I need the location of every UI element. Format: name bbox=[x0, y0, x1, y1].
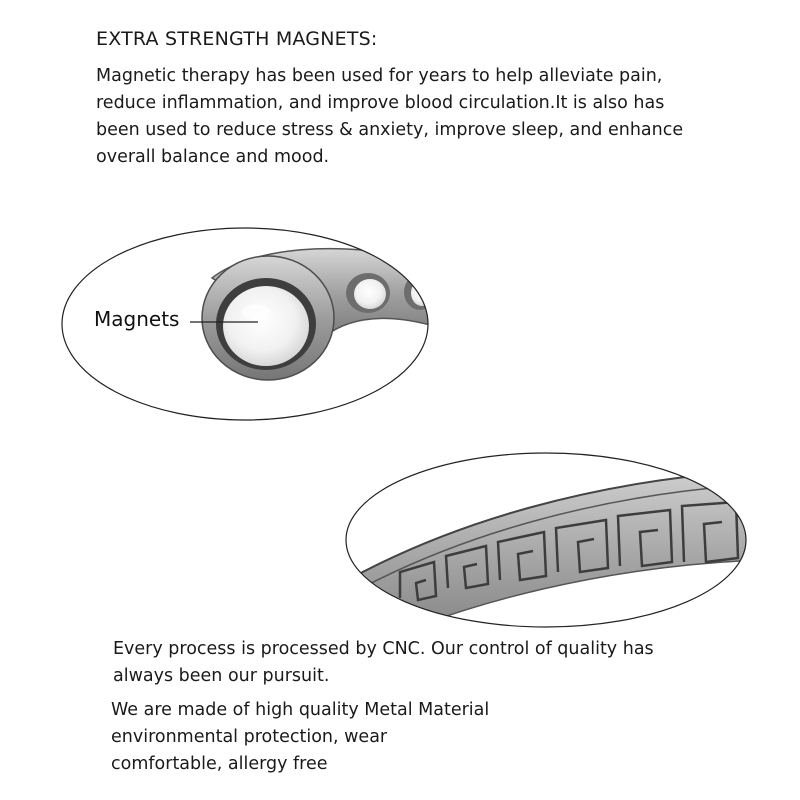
material-line: We are made of high quality Metal Material bbox=[111, 700, 490, 720]
material-paragraph bbox=[111, 697, 489, 778]
material-line: comfortable, allergy free bbox=[111, 754, 328, 774]
process-line: always been our pursuit. bbox=[113, 666, 330, 686]
heading: EXTRA STRENGTH MAGNETS: bbox=[96, 28, 378, 50]
material-line: environmental protection, wear bbox=[111, 727, 388, 747]
process-line: Every process is processed by CNC. Our control of quality has bbox=[113, 639, 654, 659]
magnet-callout-label: Magnets bbox=[94, 307, 180, 331]
intro-line: reduce inflammation, and improve blood circulation.It is also has bbox=[96, 93, 665, 113]
intro-line: Magnetic therapy has been used for years to help alleviate pain, bbox=[96, 66, 663, 86]
intro-line: overall balance and mood. bbox=[96, 147, 330, 167]
intro-line: been used to reduce stress & anxiety, improve sleep, and enhance bbox=[96, 120, 684, 140]
band-closeup-image bbox=[330, 453, 760, 650]
process-paragraph bbox=[113, 636, 654, 690]
